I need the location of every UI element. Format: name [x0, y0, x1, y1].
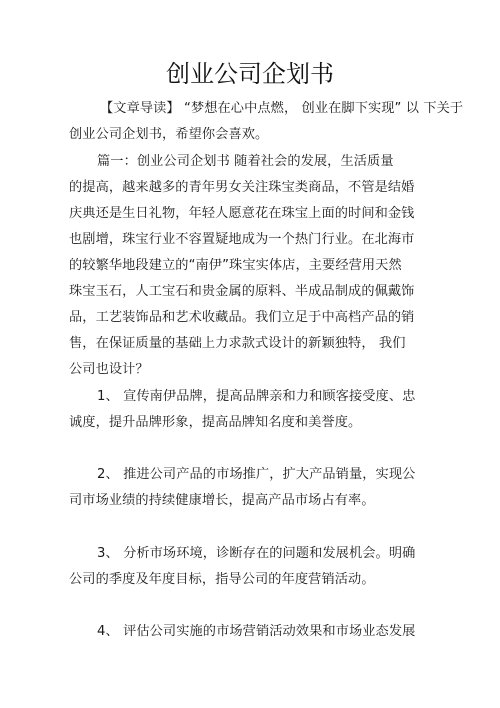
text-line-6: 也剧增，珠宝行业不容置疑地成为一个热门行业。在北海市: [69, 232, 415, 247]
text-line-4: 的提高，越来越多的青年男女关注珠宝类商品，不管是结婚: [69, 180, 415, 195]
text-line-5: 庆典还是生日礼物，年轻人愿意花在珠宝上面的时间和金钱: [69, 206, 415, 221]
text-line-3: 篇一：创业公司企划书 随着社会的发展，生活质量: [97, 154, 394, 169]
text-line-12: 1、 宣传南伊品牌，提高品牌亲和力和顾客接受度、忠: [97, 389, 416, 404]
text-line-14: 2、 推进公司产品的市场推广，扩大产品销量，实现公: [97, 467, 416, 482]
text-line-13: 诚度，提升品牌形象，提高品牌知名度和美誉度。: [69, 415, 362, 430]
text-line-17: 公司的季度及年度目标，指导公司的年度营销活动。: [69, 572, 375, 587]
text-line-8: 珠宝玉石，人工宝石和贵金属的原料、半成品制成的佩戴饰: [69, 284, 415, 299]
text-line-2: 创业公司企划书，希望你会喜欢。: [69, 127, 269, 142]
document-title: 创业公司企划书: [166, 60, 334, 88]
text-line-18: 4、 评估公司实施的市场营销活动效果和市场业态发展: [97, 624, 416, 639]
text-line-16: 3、 分析市场环境，诊断存在的问题和发展机会。明确: [97, 546, 416, 561]
text-line-9: 品，工艺装饰品和艺术收藏品。我们立足于中高档产品的销: [69, 310, 415, 325]
text-line-1: 【文章导读】 “梦想在心中点燃， 创业在脚下实现” 以 下关于: [100, 101, 464, 116]
text-line-11: 公司也设计？: [69, 362, 149, 377]
text-line-10: 售，在保证质量的基础上力求款式设计的新颖独特， 我们: [69, 336, 406, 351]
text-line-15: 司市场业绩的持续健康增长，提高产品市场占有率。: [69, 493, 375, 508]
text-line-7: 的较繁华地段建立的“南伊”珠宝实体店，主要经营用天然: [69, 258, 402, 273]
